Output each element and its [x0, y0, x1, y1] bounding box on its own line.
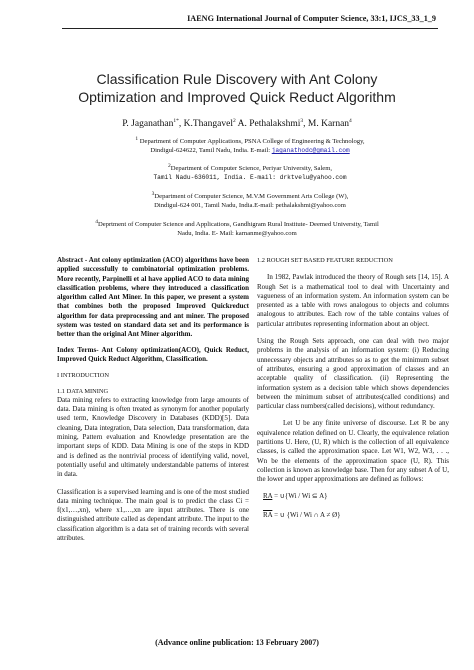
- author-4-name: M. Karnan: [307, 119, 350, 129]
- affiliation-3-mark: 3: [151, 190, 155, 197]
- author-3-name: A. Pethalakshmi: [237, 119, 301, 129]
- author-4-mark: 4: [349, 117, 352, 124]
- paragraph-data-mining: Data mining refers to extracting knowledge from large amounts of data. Data mining is often treated as synonym for another popularly used term, Knowledge Discovery in Databases (KDD)[5]. Data cleaning, Data integration, Data selection, Data transformation, data mining, Pattern evaluation and Knowledge presentation are the important steps of KDD. Data Mining is one of the steps in KDD and is defined as the nontrivial process of identifying valid, novel, potentially useful and ultimately understandable patterns of interest in data.: [57, 395, 249, 479]
- paragraph-approximation-space: Let U be any finite universe of discourse. Let R be any equivalence relation defined on U. Clearly, the equivalence relation partitions U. Here, (U, R) which is the collection of all equivalence classes, is called the approximation space. Let W1, W2, W3, . . ., Wn be the elements of the approximation space (U, R). This collection is known as knowledge base. Then for any subset A of U, the lower and upper approximations are defined as follows:: [257, 419, 449, 484]
- affiliation-2-mark: 2: [167, 162, 171, 169]
- affiliation-1-email-link[interactable]: jaganathodc@gmail.com: [271, 147, 350, 154]
- affiliation-1-mark: 1: [135, 135, 139, 142]
- formula-lower-rhs: = ∪{Wi / Wi ⊆ A}: [272, 491, 328, 500]
- formula-upper-rhs: = ∪ {Wi / Wi ∩ A ≠ Ø}: [272, 510, 341, 519]
- affiliation-2-line-2: Tamil Nadu-636011, India. E-mail: drktvelu@yahoo.com: [153, 174, 347, 181]
- formula-lower-approximation: [257, 492, 449, 501]
- affiliation-4: [60, 220, 414, 238]
- section-heading-rough-set: 1.2 ROUGH SET BASED FEATURE REDUCTION: [257, 257, 393, 264]
- author-separator: ,: [303, 119, 308, 129]
- index-terms: Index Terms- Ant Colony optimization(ACO), Quick Reduct, Improved Quick Reduct Algorithm, Classification.: [57, 345, 249, 363]
- title-line-1: Classification Rule Discovery with Ant Colony: [96, 71, 378, 87]
- paragraph-classification: Classification is a supervised learning and is one of the most studied data mining technique. The main goal is to predict the class Ci = f(x1,…,xn), where x1,…,xn are input attributes. There is one distinguished attribute called as dependant attribute. The input to the classification algorithm is a data set of training records with several attributes.: [57, 487, 249, 543]
- paragraph-rough-set-intro: In 1982, Pawlak introduced the theory of Rough sets [14, 15]. A Rough Set is a mathematical tool to deal with Uncertainty and vagueness of an information system. An information system can be presented as a table with rows analogous to objects and columns analogous to attributes. Each row of the table contains values of particular attributes representing information about an object.: [257, 273, 449, 328]
- paragraph-rough-set-approach: Using the Rough Sets approach, one can deal with two major problems in the analysis of an information system: (i) Reducing unnecessary objects and attributes so as to get the minimum subset of attributes, ensuring a good approximation of classes and an acceptable quality of classification. (ii) Representing the information system as a decision table which shows dependencies between the minimum subset of attributes(called conditions) and particular class numbers(called decisions), without redundancy.: [257, 337, 449, 411]
- affiliation-4-mark: 4: [95, 218, 98, 225]
- author-separator: ,: [178, 119, 184, 129]
- journal-header: IAENG International Journal of Computer Science, 33:1, IJCS_33_1_9: [187, 14, 436, 23]
- publication-footer: (Advance online publication: 13 February 2007): [155, 638, 319, 647]
- author-1-mark: 1*: [173, 117, 179, 124]
- affiliation-2-line-1: Department of Computer Science, Periyar University, Salem,: [170, 165, 332, 172]
- title-line-2: Optimization and Improved Quick Reduct Algorithm: [78, 89, 396, 105]
- section-heading-introduction: I INTRODUCTION: [57, 372, 110, 380]
- affiliation-4-line-2: Nadu, India. E- Mail: karnanme@yahoo.com: [177, 230, 297, 237]
- affiliation-1-line-2: Dindigul-624622, Tamil Nadu, India. E-mail:: [150, 147, 272, 154]
- affiliation-4-line-1: Deprtment of Computer Science and Applications, Gandhigram Rural Institute- Deemed University, Tamil: [97, 221, 379, 228]
- left-column: [57, 256, 249, 543]
- author-list: [50, 119, 424, 129]
- author-3-mark: 3: [300, 117, 304, 124]
- author-1-name: P. Jaganathan: [122, 119, 174, 129]
- header-rule: [62, 28, 438, 29]
- affiliation-1-line-1: Department of Computer Applications, PSNA College of Engineering & Technology,: [139, 138, 365, 145]
- affiliation-2: [100, 164, 400, 182]
- formula-upper-approximation: [257, 511, 449, 520]
- author-2-mark: 2: [232, 117, 236, 124]
- paper-title: [50, 70, 424, 106]
- affiliation-3-line-2: Dindigul-624 001, Tamil Nadu, India.E-mail: pethalakshmi@yahoo.com: [154, 202, 346, 209]
- affiliation-3-line-1: Department of Computer Science, M.V.M Government Arts College (W),: [154, 193, 349, 200]
- formula-upper-lhs: $\overline{RA}$: [263, 510, 273, 519]
- right-column: [257, 256, 449, 520]
- subsection-heading-data-mining: 1.1 DATA MINING: [57, 387, 109, 395]
- abstract: Abstract - Ant colony optimization (ACO) algorithms have been applied successfully to combinatorial optimization problems. More recently, Parpinelli et al have applied ACO to data mining classification problems, where they introduced a classification algorithm called Ant Miner. In this paper, we present a system that combines both the proposed Improved Quickreduct algorithm for data preprocessing and ant miner. The proposed system was tested on standard data set and its performance is better than the original Ant Miner algorithm.: [57, 256, 249, 339]
- author-2-name: K.Thangavel: [183, 119, 233, 129]
- affiliation-1: [100, 137, 400, 155]
- affiliation-3: [100, 192, 400, 210]
- formula-lower-lhs: RA: [263, 491, 273, 500]
